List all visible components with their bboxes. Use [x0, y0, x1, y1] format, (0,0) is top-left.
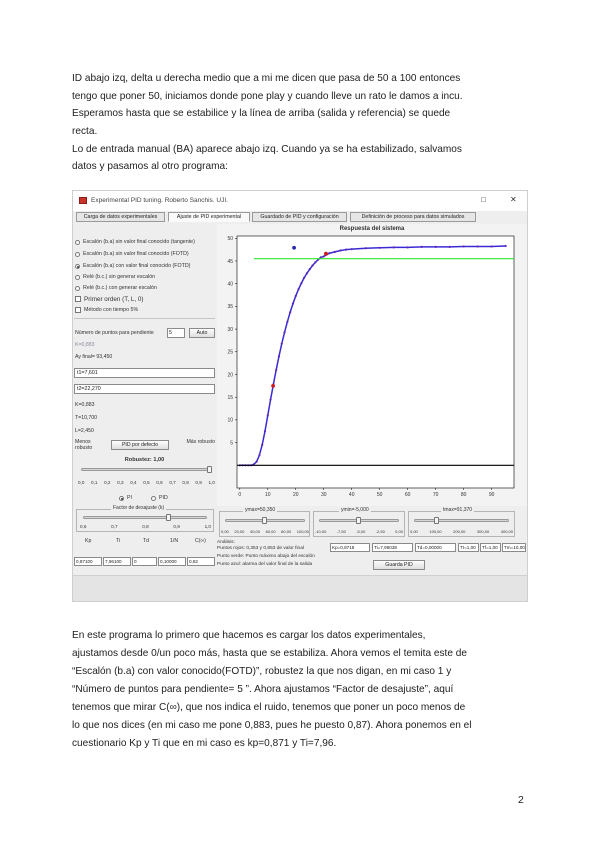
tick-label: 0,4 — [130, 480, 137, 485]
paragraph-line: ID abajo izq, delta u derecha medio que a mi me dicen que pasa de 50 a 100 entonces — [72, 73, 461, 84]
y-tick-label: 50 — [227, 236, 233, 243]
data-point — [292, 303, 294, 305]
td-value[interactable]: 0 — [132, 557, 157, 566]
result-tt: Tt=1,00 — [458, 543, 479, 552]
ymin-ticks — [315, 529, 403, 534]
tick-label: 400,00 — [500, 529, 513, 534]
paragraph-line: Esperamos hasta que se estabilice y la línea de arriba (salida y referencia) se quede — [72, 108, 451, 119]
slope-points-input[interactable]: 5 — [167, 328, 185, 338]
pi-label: PI — [127, 495, 133, 501]
ymax-title: ymax=50,350 — [245, 507, 276, 513]
data-point — [258, 454, 260, 456]
x-tick-label: 10 — [264, 492, 271, 498]
chart-title: Respuesta del sistema — [339, 226, 405, 232]
y-tick-label: 35 — [227, 304, 233, 311]
result-td: Td=0,00000 — [415, 543, 456, 552]
tick-label: 0,8 — [182, 480, 189, 485]
data-point — [505, 245, 507, 247]
data-point — [407, 246, 409, 248]
tick-label: -7,50 — [336, 529, 346, 534]
tick-label: 60,00 — [265, 529, 276, 534]
paragraph-line: cuestionario Kp y Ti que en mi caso es kp=0,871 y Ti=7,96. — [72, 738, 337, 749]
tick-label: 100,00 — [296, 529, 309, 534]
data-point — [300, 282, 302, 284]
paragraph-line: lo que nos dices (en mi caso me pone 0,883, pues he puesto 0,87). Ahora ponemos en el — [72, 720, 472, 731]
tick-label: 20,00 — [234, 529, 245, 534]
k-readout: K=0,883 — [75, 402, 95, 408]
tick-label: 40,00 — [249, 529, 260, 534]
slope-points-label: Número de puntos para pendiente — [75, 330, 154, 336]
y-tick-label: 5 — [230, 440, 233, 447]
marker-point — [324, 252, 328, 256]
data-point — [393, 246, 395, 248]
analysis-line: Puntos rojos: 0,353 y 0,853 de valor final — [217, 546, 304, 551]
tick-label: 0,0 — [78, 480, 85, 485]
ymax-slider-thumb[interactable] — [262, 517, 267, 524]
method-label: Escalón (b.a) sin valor final conocido (tangente) — [83, 239, 195, 245]
tick-label: 200,00 — [453, 529, 466, 534]
x-tick-label: 70 — [432, 492, 439, 498]
data-point — [365, 247, 367, 249]
tab-pid-tuning[interactable]: Ajuste de PID experimental — [168, 212, 250, 222]
y-tick-label: 20 — [227, 372, 233, 379]
tab-simulated-process[interactable]: Definición de proceso para datos simulados — [350, 212, 476, 222]
analysis-heading: Análisis: — [217, 540, 235, 545]
gain-readout: K=0,883 — [75, 342, 95, 348]
data-point — [303, 277, 305, 279]
bottom-bar — [73, 575, 527, 601]
data-point — [283, 331, 285, 333]
page-number: 2 — [518, 794, 524, 806]
table-header-ti: Ti — [116, 538, 121, 544]
paragraph-line: tenemos que mirar C(∞), que nos indica el ruido, tenemos que poner un poco menos de — [72, 702, 466, 713]
x-tick-label: 60 — [404, 492, 411, 498]
data-point — [278, 355, 280, 357]
data-point — [314, 261, 316, 263]
paragraph-line: recta. — [72, 126, 98, 137]
data-point — [255, 461, 257, 463]
kp-value[interactable]: 0,87100 — [74, 557, 102, 566]
ti-value[interactable]: 7,96100 — [103, 557, 131, 566]
result-tm: Tm=10,00 — [504, 545, 525, 550]
data-point — [297, 288, 299, 290]
tick-label: 0,00 — [395, 529, 403, 534]
tmax-ticks — [410, 529, 513, 534]
default-pid-button[interactable]: PID por defecto — [111, 440, 169, 450]
tick-label: 300,00 — [476, 529, 490, 534]
tick-label: 0,00 — [221, 529, 229, 534]
data-point — [275, 369, 277, 371]
paragraph-line: datos y pasamos al otro programa: — [72, 161, 228, 172]
tick-label: 0,1 — [91, 480, 98, 485]
table-header-1n: 1/N — [170, 538, 179, 544]
method-label: Relé (b.c.) con generar escalón — [83, 285, 157, 291]
ymin-title: ymin=-5,000 — [341, 507, 369, 513]
result-ti: Ti=7,96038 — [372, 543, 413, 552]
tick-label: 80,00 — [281, 529, 292, 534]
tmax-slider[interactable] — [414, 519, 509, 522]
data-point — [309, 268, 311, 270]
data-point — [261, 444, 263, 446]
response-chart — [73, 191, 527, 601]
tick-label: 1,0 — [204, 524, 211, 529]
x-tick-label: 50 — [376, 492, 383, 498]
data-point — [264, 430, 266, 432]
tab-load-data[interactable]: Carga de datos experimentales — [76, 212, 165, 222]
ymax-ticks — [221, 529, 309, 534]
l-readout: L=2,450 — [75, 428, 94, 434]
paragraph-line: ajustamos desde 0/un poco más, hasta que se estabiliza. Ahora vemos el temita este de — [72, 648, 468, 659]
data-point — [435, 246, 437, 248]
less-robust-label: Menos robusto — [75, 439, 93, 451]
data-point — [311, 264, 313, 266]
tick-label: 0,9 — [195, 480, 202, 485]
tick-label: 0,00 — [410, 529, 418, 534]
tick-label: 0,7 — [169, 480, 176, 485]
data-point — [295, 295, 297, 297]
data-point — [339, 249, 341, 251]
method-label: Escalón (b.a) con valor final conocido (FOTD) — [83, 263, 191, 269]
data-point — [449, 246, 451, 248]
mismatch-title: Factor de desajuste (k) — [113, 505, 165, 511]
x-tick-label: 20 — [292, 492, 299, 498]
method-label: Escalón (b.a) sin valor final conocido (FOTD) — [83, 251, 189, 257]
data-point — [267, 414, 269, 416]
data-point — [345, 249, 347, 251]
paragraph-line: tengo que poner 50, iniciamos donde pone play y cuando lleve un rato le damos a incu. — [72, 91, 463, 102]
y-tick-label: 30 — [227, 326, 233, 333]
robustness-value: Robustez: 1,00 — [124, 457, 165, 463]
tick-label: -10,00 — [315, 529, 327, 534]
paragraph-line: Lo de entrada manual (BA) aparece abajo izq. Cuando ya se ha estabilizado, salvamos — [72, 144, 462, 155]
t1-field[interactable]: t1=7,601 — [74, 368, 215, 378]
table-header-kp: Kp — [85, 538, 92, 544]
pid-label: PID — [159, 495, 168, 501]
method-label: Relé (b.c.) sin generar escalón — [83, 274, 156, 280]
analysis-line: Punto azul: alarma del valor final de la salida — [217, 562, 313, 567]
x-tick-label: 90 — [488, 492, 495, 498]
y-tick-label: 15 — [227, 394, 233, 401]
y-tick-label: 25 — [227, 349, 233, 356]
data-point — [463, 245, 465, 247]
more-robust-label: Más robusto — [186, 439, 215, 445]
data-point — [281, 343, 283, 345]
marker-point — [271, 384, 275, 388]
t-readout: T=10,700 — [75, 415, 98, 421]
tick-label: 100,00 — [429, 529, 442, 534]
ymin-slider-thumb[interactable] — [356, 517, 361, 524]
n-value[interactable]: 0,10000 — [158, 557, 186, 566]
marker-point — [292, 246, 296, 250]
checkbox-label: Primer orden (T, L, 0) — [84, 295, 144, 303]
tick-label: -5,00 — [356, 529, 366, 534]
tick-label: 0,6 — [156, 480, 163, 485]
window-title: Experimental PID tuning. Roberto Sanchis. UJI. — [91, 197, 228, 204]
data-point — [477, 245, 479, 247]
data-point — [323, 255, 325, 257]
paragraph-line: En este programa lo primero que hacemos es cargar los datos experimentales, — [72, 630, 426, 641]
close-icon[interactable]: ✕ — [510, 195, 517, 204]
x-tick-label: 40 — [348, 492, 355, 498]
app-screenshot — [72, 190, 528, 602]
data-point — [421, 246, 423, 248]
table-header-td: Td — [143, 538, 150, 544]
tick-label: 0,8 — [142, 524, 149, 529]
result-tf: Tf=1,00 — [480, 543, 501, 552]
data-point — [320, 256, 322, 258]
maximize-icon[interactable]: □ — [481, 195, 486, 204]
tick-label: 0,2 — [104, 480, 111, 485]
x-tick-label: 80 — [460, 492, 467, 498]
tmax-title: tmax=91,370 — [443, 507, 473, 513]
y-tick-label: 10 — [227, 417, 233, 424]
save-pid-button[interactable]: Guarda PID — [373, 560, 425, 570]
data-point — [491, 245, 493, 247]
analysis-line: Punto verde: Punto máximo abajo del escalón — [217, 554, 315, 559]
data-point — [328, 252, 330, 254]
tmax-slider-thumb[interactable] — [434, 517, 439, 524]
paragraph-line: “Número de puntos para pendiente= 5 ”. Ahora ajustamos “Factor de desajuste”, aquí — [72, 684, 454, 695]
tick-label: 0,3 — [117, 480, 124, 485]
tick-label: 0,9 — [173, 524, 180, 529]
y-tick-label: 40 — [227, 281, 233, 288]
cinf-value[interactable]: 0,82 — [187, 557, 215, 566]
table-header-cinf: C(∞) — [195, 538, 206, 544]
x-tick-label: 0 — [238, 492, 242, 498]
auto-button[interactable]: Auto — [189, 328, 215, 338]
tick-label: 0,5 — [143, 480, 150, 485]
paragraph-line: “Escalón (b.a) con valor conocido(FOTD)”, robustez la que nos digan, en mi caso 1 y — [72, 666, 452, 677]
data-point — [306, 272, 308, 274]
data-point — [289, 311, 291, 313]
tick-label: 1,0 — [208, 480, 215, 485]
tab-save-pid[interactable]: Guardado de PID y configuración — [252, 212, 347, 222]
data-point — [286, 321, 288, 323]
data-point — [351, 248, 353, 250]
x-tick-label: 30 — [320, 492, 327, 498]
y-tick-label: 45 — [227, 258, 233, 265]
data-point — [334, 251, 336, 253]
data-point — [269, 398, 271, 400]
data-point — [379, 247, 381, 249]
tick-label: -2,50 — [375, 529, 385, 534]
checkbox-label: Método con tiempo 5% — [84, 307, 139, 313]
result-kp: Kp=0,8718 — [330, 543, 370, 552]
t2-field[interactable]: t2=22,270 — [74, 384, 215, 394]
tick-label: 0,6 — [80, 524, 87, 529]
final-value-readout: Ay final= 93,450 — [75, 354, 113, 360]
tick-label: 0,7 — [111, 524, 118, 529]
